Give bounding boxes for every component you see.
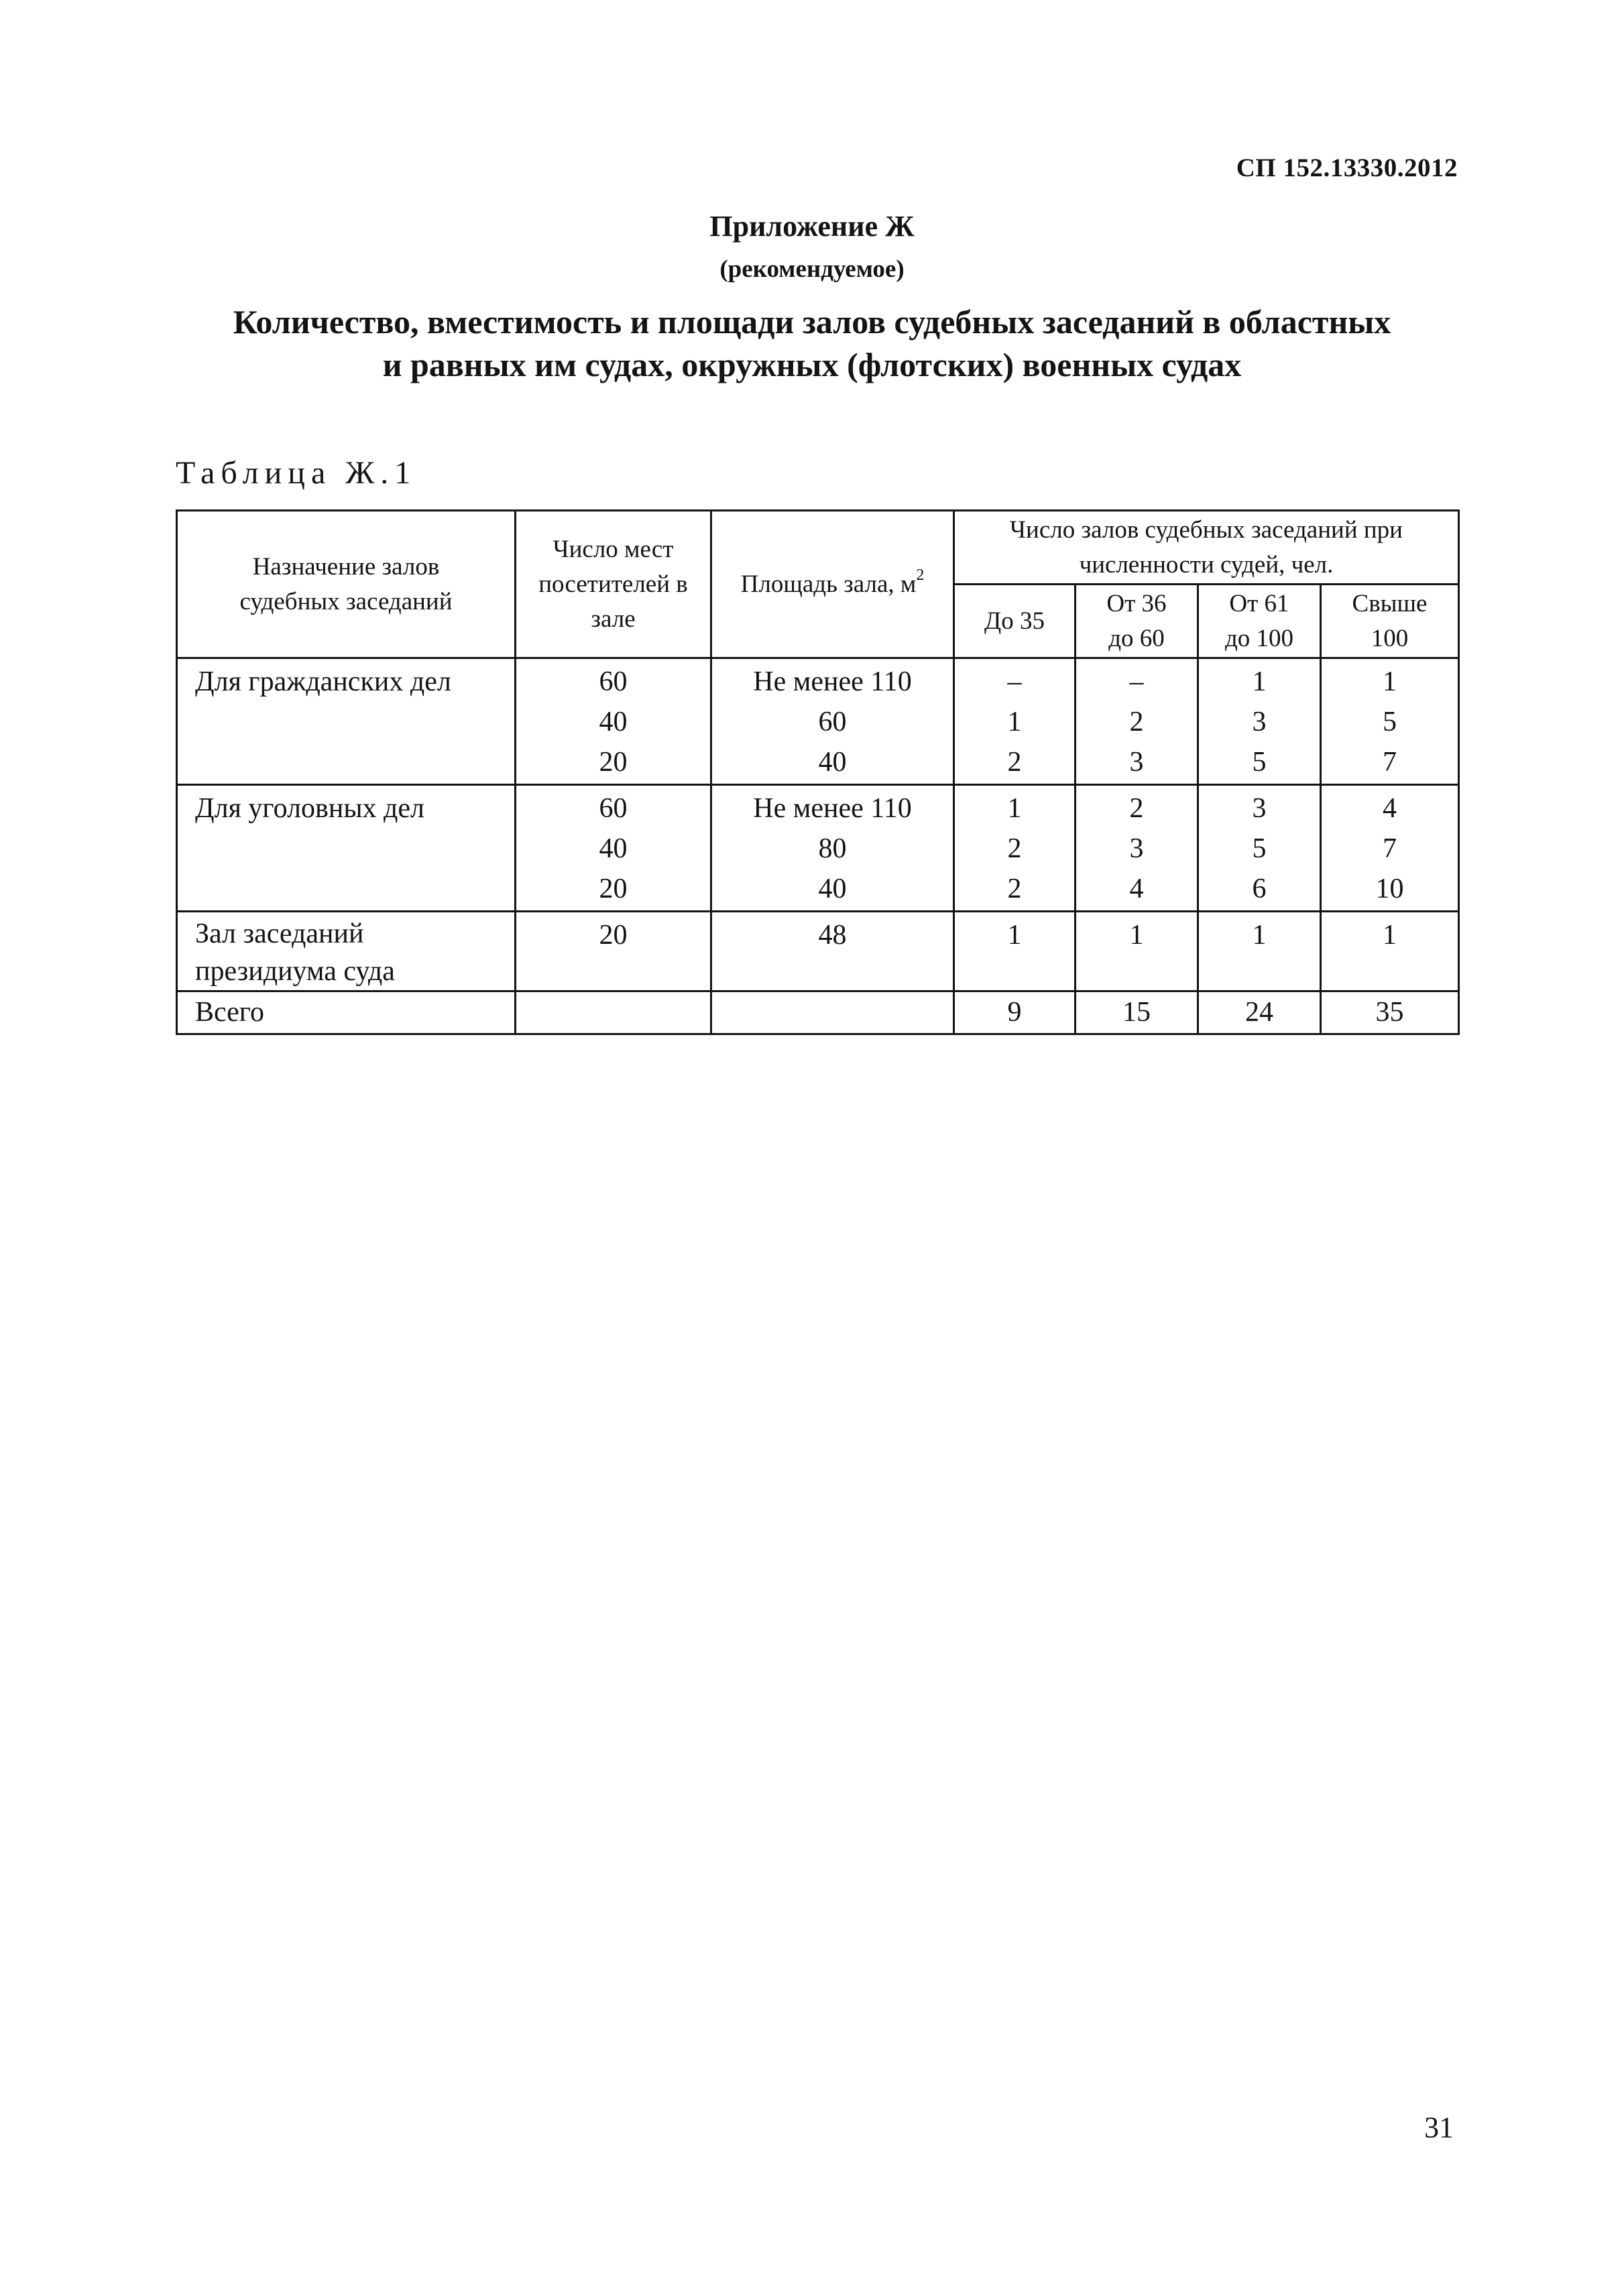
cell-seats xyxy=(516,658,711,785)
total-label-text: Всего xyxy=(195,997,264,1028)
header-seats-text: Число мест посетителей в зале xyxy=(538,535,688,633)
table-row xyxy=(177,912,1459,991)
cell-area xyxy=(711,912,954,991)
table-row xyxy=(177,658,1459,785)
header-col-over-100-line-2: 100 xyxy=(1371,624,1409,652)
group-label-presidium xyxy=(177,912,516,991)
cell-up-to-35 xyxy=(954,658,1076,785)
cell-36-60 xyxy=(1076,785,1198,912)
header-area xyxy=(711,511,954,658)
group-label-civil xyxy=(177,658,516,785)
cell-61-100 xyxy=(1198,912,1321,991)
count-value: 1 xyxy=(1007,920,1022,951)
total-36-60 xyxy=(1076,991,1198,1034)
count-value: 3 xyxy=(1252,707,1267,737)
total-label xyxy=(177,991,516,1034)
count-value: 2 xyxy=(1129,707,1144,737)
seats-value: 40 xyxy=(599,707,628,737)
count-value: 6 xyxy=(1252,873,1267,904)
count-value: 4 xyxy=(1383,793,1397,824)
document-title-line-1: Количество, вместимость и площади залов судебных заседаний в областных xyxy=(233,303,1391,341)
group-label-text: Для гражданских дел xyxy=(195,666,451,697)
cell-over-100 xyxy=(1321,785,1459,912)
count-value: 1 xyxy=(1252,920,1267,951)
seats-value: 20 xyxy=(599,920,628,951)
appendix-title: Приложение Ж xyxy=(709,210,915,243)
header-col-61-100-line-1: От 61 xyxy=(1229,589,1289,617)
count-value: 7 xyxy=(1383,747,1397,778)
count-value: 2 xyxy=(1007,833,1022,864)
header-seats xyxy=(516,511,711,658)
count-value: 5 xyxy=(1383,707,1397,737)
count-value: 3 xyxy=(1129,833,1144,864)
header-col-61-100 xyxy=(1198,585,1321,658)
appendix-subtitle: (рекомендуемое) xyxy=(719,255,905,283)
cell-area xyxy=(711,658,954,785)
cell-over-100 xyxy=(1321,912,1459,991)
count-value: 5 xyxy=(1252,747,1267,778)
total-value: 35 xyxy=(1375,997,1404,1028)
count-value: 2 xyxy=(1007,873,1022,904)
group-label-text: Зал заседаний президиума суда xyxy=(195,918,395,987)
header-col-up-to-35-text: До 35 xyxy=(984,607,1045,635)
count-value: 7 xyxy=(1383,833,1397,864)
count-value: 4 xyxy=(1129,873,1144,904)
cell-36-60 xyxy=(1076,912,1198,991)
group-label-criminal xyxy=(177,785,516,912)
area-value: 60 xyxy=(818,707,847,737)
area-value: Не менее 110 xyxy=(753,793,912,824)
header-area-superscript: 2 xyxy=(916,566,925,585)
total-61-100 xyxy=(1198,991,1321,1034)
group-label-text: Для уголовных дел xyxy=(195,793,425,824)
cell-seats xyxy=(516,912,711,991)
header-purpose xyxy=(177,511,516,658)
table-row xyxy=(177,785,1459,912)
header-halls-group xyxy=(954,511,1459,585)
header-halls-group-text: Число залов судебных заседаний при численности судей, чел. xyxy=(1010,516,1403,579)
seats-value: 20 xyxy=(599,747,628,778)
header-col-61-100-line-2: до 100 xyxy=(1224,624,1294,652)
header-col-36-60 xyxy=(1076,585,1198,658)
header-col-over-100-line-1: Свыше xyxy=(1352,589,1428,617)
count-value: 2 xyxy=(1007,747,1022,778)
total-value: 9 xyxy=(1007,997,1022,1028)
count-value: 3 xyxy=(1129,747,1144,778)
count-value: 1 xyxy=(1007,707,1022,737)
total-seats xyxy=(516,991,711,1034)
total-over-100 xyxy=(1321,991,1459,1034)
area-value: 80 xyxy=(818,833,847,864)
total-value: 24 xyxy=(1245,997,1273,1028)
count-value: 1 xyxy=(1129,920,1144,951)
count-value: 1 xyxy=(1252,666,1267,697)
total-up-to-35 xyxy=(954,991,1076,1034)
table-caption: Таблица Ж.1 xyxy=(176,455,417,491)
cell-up-to-35 xyxy=(954,785,1076,912)
count-value: – xyxy=(1007,666,1022,697)
total-area xyxy=(711,991,954,1034)
area-value: 48 xyxy=(818,920,847,951)
count-value: 1 xyxy=(1007,793,1022,824)
seats-value: 60 xyxy=(599,666,628,697)
area-value: 40 xyxy=(818,747,847,778)
count-value: 5 xyxy=(1252,833,1267,864)
count-value: 1 xyxy=(1383,920,1397,951)
count-value: 1 xyxy=(1383,666,1397,697)
halls-table xyxy=(176,509,1460,1035)
count-value: – xyxy=(1129,666,1144,697)
header-col-36-60-line-2: до 60 xyxy=(1108,624,1165,652)
cell-36-60 xyxy=(1076,658,1198,785)
seats-value: 20 xyxy=(599,873,628,904)
seats-value: 60 xyxy=(599,793,628,824)
total-value: 15 xyxy=(1122,997,1151,1028)
table-row-total xyxy=(177,991,1459,1034)
header-area-text: Площадь зала, м xyxy=(740,570,917,598)
area-value: 40 xyxy=(818,873,847,904)
count-value: 10 xyxy=(1375,873,1404,904)
page-number: 31 xyxy=(1424,2111,1454,2144)
seats-value: 40 xyxy=(599,833,628,864)
document-title xyxy=(161,300,1463,386)
cell-61-100 xyxy=(1198,658,1321,785)
document-title-line-2: и равных им судах, окружных (флотских) военных судах xyxy=(382,346,1242,383)
cell-61-100 xyxy=(1198,785,1321,912)
header-col-36-60-line-1: От 36 xyxy=(1106,589,1167,617)
cell-up-to-35 xyxy=(954,912,1076,991)
count-value: 2 xyxy=(1129,793,1144,824)
count-value: 3 xyxy=(1252,793,1267,824)
header-purpose-text: Назначение залов судебных заседаний xyxy=(239,552,453,615)
header-col-up-to-35 xyxy=(954,585,1076,658)
cell-area xyxy=(711,785,954,912)
area-value: Не менее 110 xyxy=(753,666,912,697)
header-col-over-100 xyxy=(1321,585,1459,658)
cell-over-100 xyxy=(1321,658,1459,785)
cell-seats xyxy=(516,785,711,912)
document-code: СП 152.13330.2012 xyxy=(1236,154,1458,182)
